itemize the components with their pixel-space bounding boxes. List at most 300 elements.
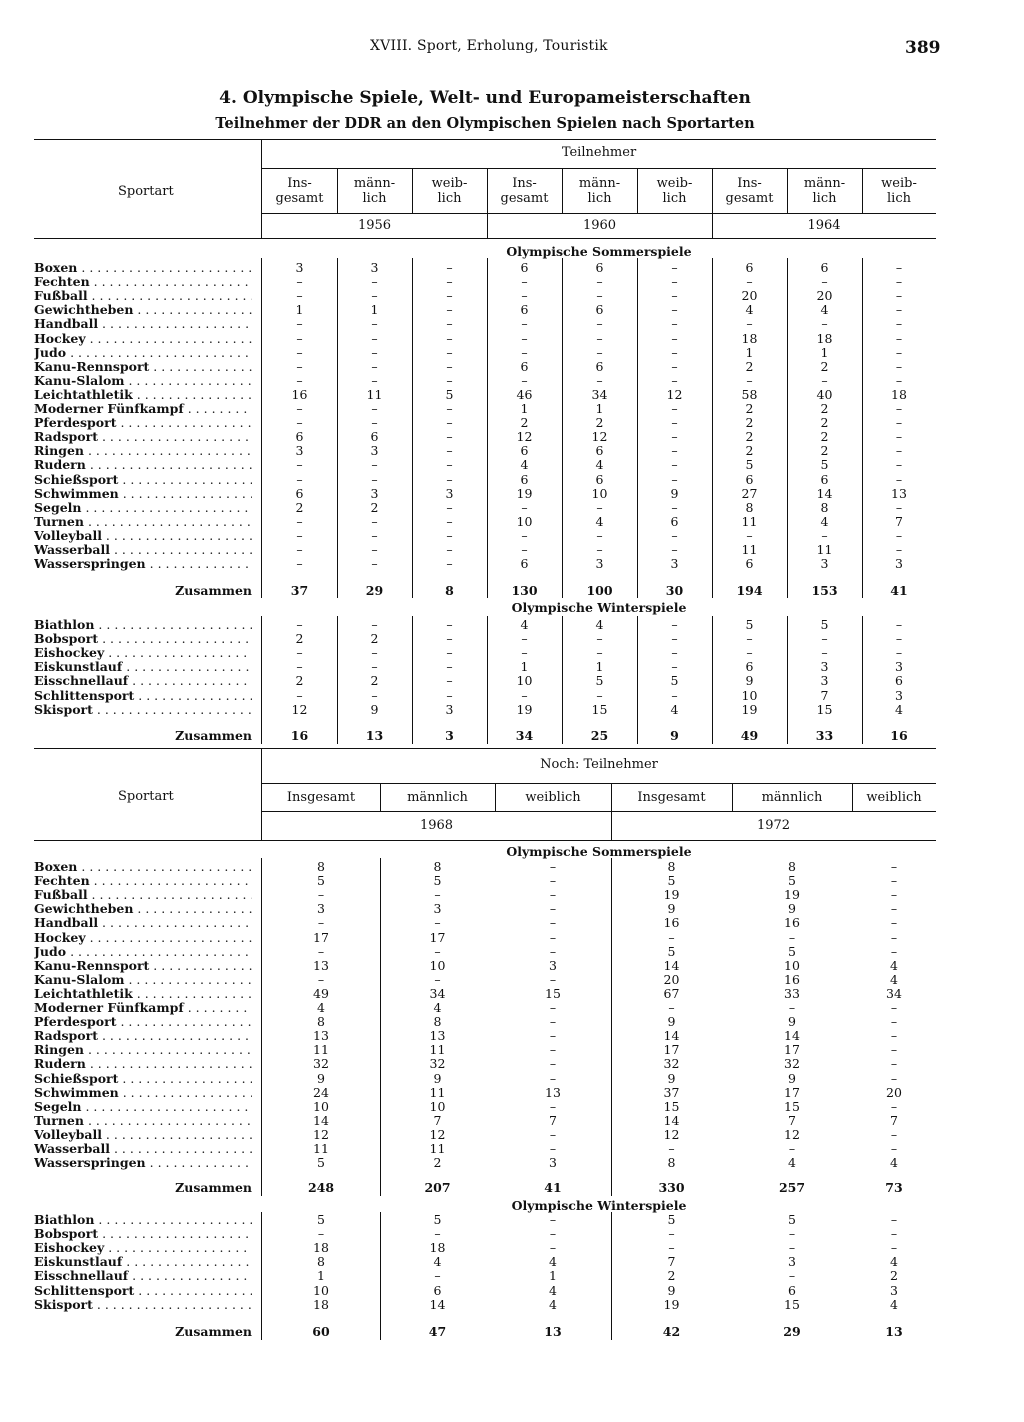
value-cell: – <box>671 631 678 647</box>
value-cell: 9 <box>788 901 796 917</box>
sport-name: Turnen . . . <box>34 515 252 529</box>
table2-winter-row <box>0 1227 1024 1241</box>
value-cell: 32 <box>429 1056 446 1072</box>
table1-summer-row <box>0 458 1024 472</box>
sport-name: Rudern . . . <box>34 1057 252 1071</box>
value-cell: – <box>596 330 603 346</box>
total-cell: 73 <box>885 1180 903 1195</box>
value-cell: – <box>434 1226 441 1242</box>
value-cell: – <box>821 527 828 543</box>
table2-summer-label: Olympische Sommerspiele <box>506 844 692 859</box>
value-cell: 6 <box>595 260 604 275</box>
sport-name: Leichtathletik . . . <box>34 388 252 402</box>
value-cell: 13 <box>891 485 907 501</box>
value-cell: – <box>446 330 453 346</box>
value-cell: – <box>671 659 678 675</box>
value-cell: – <box>446 401 453 416</box>
total-cell: 13 <box>365 728 384 743</box>
value-cell: 6 <box>595 471 604 487</box>
sport-name: Wasserspringen . . . <box>34 1156 252 1170</box>
value-cell: – <box>890 1126 898 1142</box>
value-cell: – <box>521 344 528 360</box>
total-cell: 49 <box>740 728 759 743</box>
value-cell: 2 <box>295 631 304 647</box>
table1-year-1960: 1960 <box>582 218 617 233</box>
table2-summer-row <box>0 1086 1024 1100</box>
value-cell: 3 <box>820 673 829 689</box>
value-cell: 17 <box>784 1084 800 1100</box>
value-cell: 12 <box>291 701 308 717</box>
value-cell: 8 <box>317 1014 325 1030</box>
value-cell: 11 <box>366 386 383 402</box>
value-cell: 6 <box>295 429 304 445</box>
value-cell: 2 <box>820 358 829 374</box>
table2-header-bottom-rule <box>34 840 936 841</box>
column-header: männ- lich <box>353 176 396 206</box>
table2-summer-row <box>0 874 1024 888</box>
table1-year-divider-2 <box>712 213 713 238</box>
value-cell: 6 <box>295 485 304 501</box>
value-cell: 16 <box>663 915 680 931</box>
value-cell: – <box>671 274 678 290</box>
table2-stub-rule <box>261 858 262 1196</box>
value-cell: 11 <box>741 513 758 529</box>
value-cell: – <box>895 274 903 290</box>
sport-name: Radsport . . . <box>34 430 252 444</box>
value-cell: – <box>317 971 325 987</box>
value-cell: – <box>521 527 528 543</box>
column-rule <box>712 258 713 598</box>
value-cell: – <box>671 687 678 703</box>
table1-summer-row <box>0 332 1024 346</box>
column-rule <box>487 168 488 213</box>
value-cell: – <box>434 971 441 987</box>
value-cell: – <box>890 1212 898 1227</box>
value-cell: – <box>371 344 378 360</box>
value-cell: 6 <box>520 358 529 374</box>
column-header: männ- lich <box>578 176 621 206</box>
value-cell: – <box>317 1226 325 1242</box>
value-cell: – <box>596 316 603 332</box>
value-cell: – <box>371 659 378 675</box>
value-cell: – <box>521 631 528 647</box>
value-cell: 3 <box>820 659 829 675</box>
value-cell: 10 <box>516 513 533 529</box>
total-cell: 29 <box>365 583 384 598</box>
sport-name: Volleyball . . . <box>34 529 252 543</box>
value-cell: 12 <box>591 429 608 445</box>
value-cell: 9 <box>788 1014 796 1030</box>
value-cell: 6 <box>745 471 754 487</box>
value-cell: – <box>895 288 903 304</box>
value-cell: – <box>521 372 528 388</box>
value-cell: 3 <box>895 556 903 572</box>
value-cell: 13 <box>429 1028 446 1044</box>
value-cell: 5 <box>820 457 829 473</box>
total-cell: 41 <box>890 583 908 598</box>
value-cell: 1 <box>549 1268 557 1284</box>
value-cell: 11 <box>313 1141 329 1156</box>
value-cell: 8 <box>433 1014 442 1030</box>
sport-name: Radsport . . . <box>34 1029 252 1043</box>
total-cell: 34 <box>515 728 534 743</box>
value-cell: – <box>890 1240 898 1256</box>
sport-name: Gewichtheben . . . <box>34 902 252 916</box>
value-cell: 12 <box>666 386 683 402</box>
table2-teilnehmer-header: Noch: Teilnehmer <box>540 757 658 772</box>
value-cell: 15 <box>663 1098 680 1114</box>
value-cell: 14 <box>429 1296 446 1312</box>
value-cell: – <box>371 401 378 416</box>
value-cell: 6 <box>520 556 529 572</box>
value-cell: – <box>549 901 557 917</box>
sport-name: Schwimmen . . . <box>34 1086 252 1100</box>
value-cell: 5 <box>317 1212 325 1227</box>
value-cell: 10 <box>516 673 533 689</box>
value-cell: 4 <box>520 617 529 632</box>
sport-name: Moderner Fünfkampf . . . <box>34 402 252 416</box>
page-number: 389 <box>905 38 941 58</box>
value-cell: – <box>671 288 678 304</box>
value-cell: – <box>296 344 303 360</box>
value-cell: 5 <box>788 873 796 889</box>
total-cell: 8 <box>445 583 454 598</box>
value-cell: 14 <box>816 485 833 501</box>
value-cell: 3 <box>445 485 454 501</box>
value-cell: 5 <box>445 386 454 402</box>
sport-name: Eisschnellauf . . . <box>34 674 252 688</box>
value-cell: – <box>296 659 303 675</box>
value-cell: – <box>549 1070 557 1086</box>
value-cell: – <box>671 344 678 360</box>
value-cell: – <box>446 645 453 661</box>
column-rule <box>862 168 863 213</box>
value-cell: 17 <box>429 929 446 945</box>
value-cell: – <box>549 887 557 903</box>
table1-top-rule <box>34 139 936 140</box>
table2-label-rule <box>262 811 936 812</box>
total-cell: 9 <box>670 728 679 743</box>
value-cell: – <box>596 687 603 703</box>
value-cell: 18 <box>816 330 833 346</box>
table1-spanner-rule <box>262 168 936 169</box>
value-cell: – <box>746 372 753 388</box>
value-cell: – <box>746 316 753 332</box>
value-cell: 7 <box>788 1112 796 1128</box>
sport-name: Turnen . . . <box>34 1114 252 1128</box>
value-cell: 4 <box>895 701 903 717</box>
value-cell: – <box>890 1000 898 1015</box>
total-cell: 330 <box>658 1180 685 1195</box>
value-cell: – <box>446 288 453 304</box>
column-rule <box>562 168 563 213</box>
value-cell: 15 <box>591 701 608 717</box>
column-header: Insgesamt <box>637 790 706 805</box>
value-cell: 4 <box>890 957 898 973</box>
value-cell: 18 <box>313 1296 329 1312</box>
value-cell: – <box>895 499 903 515</box>
total-cell: 13 <box>885 1324 903 1339</box>
value-cell: – <box>446 429 453 445</box>
value-cell: – <box>596 288 603 304</box>
sport-name: Boxen . . . <box>34 860 252 874</box>
table2-stub-rule <box>261 1212 262 1340</box>
value-cell: 1 <box>595 401 604 416</box>
value-cell: 15 <box>784 1296 800 1312</box>
column-rule <box>380 858 381 1196</box>
table1-winter-row <box>0 632 1024 646</box>
value-cell: 58 <box>741 386 758 402</box>
value-cell: – <box>521 542 528 557</box>
value-cell: – <box>371 645 378 661</box>
value-cell: – <box>671 401 678 416</box>
value-cell: 4 <box>890 971 898 987</box>
value-cell: 12 <box>784 1126 800 1142</box>
column-header: Ins- gesamt <box>500 176 549 206</box>
value-cell: – <box>296 401 303 416</box>
value-cell: 7 <box>667 1254 676 1270</box>
value-cell: – <box>895 443 903 459</box>
value-cell: 2 <box>745 443 754 459</box>
column-header: weiblich <box>525 790 581 805</box>
value-cell: 5 <box>667 873 676 889</box>
table2-top-rule <box>34 748 936 749</box>
value-cell: 1 <box>745 344 754 360</box>
value-cell: – <box>296 471 303 487</box>
table1-summer-row <box>0 557 1024 571</box>
table1-summer-row <box>0 289 1024 303</box>
sport-name: Eiskunstlauf . . . <box>34 660 252 674</box>
value-cell: 4 <box>820 513 829 529</box>
table1-summer-total-row <box>0 584 1024 598</box>
value-cell: – <box>746 645 753 661</box>
total-cell: 130 <box>511 583 538 598</box>
value-cell: – <box>895 645 903 661</box>
value-cell: 37 <box>663 1084 680 1100</box>
value-cell: 13 <box>545 1084 561 1100</box>
value-cell: 2 <box>370 499 379 515</box>
value-cell: 2 <box>745 415 754 431</box>
value-cell: – <box>890 915 898 931</box>
value-cell: – <box>671 457 678 473</box>
value-cell: 2 <box>595 415 604 431</box>
value-cell: 6 <box>520 443 529 459</box>
value-cell: 11 <box>816 542 833 557</box>
value-cell: – <box>521 274 528 290</box>
table1-summer-row <box>0 529 1024 543</box>
table1-summer-row <box>0 543 1024 557</box>
value-cell: 4 <box>670 701 679 717</box>
value-cell: – <box>596 344 603 360</box>
value-cell: – <box>371 316 378 332</box>
value-cell: 5 <box>667 1212 676 1227</box>
total-cell: 16 <box>890 728 908 743</box>
value-cell: – <box>446 260 453 275</box>
table1-summer-row <box>0 501 1024 515</box>
value-cell: 10 <box>741 687 758 703</box>
value-cell: – <box>296 330 303 346</box>
table2-winter-row <box>0 1255 1024 1269</box>
value-cell: 16 <box>784 915 800 931</box>
value-cell: 3 <box>890 1282 898 1298</box>
column-header: Ins- gesamt <box>725 176 774 206</box>
table2-winter-row <box>0 1213 1024 1227</box>
value-cell: – <box>296 542 303 557</box>
table2-sportart-header: Sportart <box>118 789 174 804</box>
value-cell: 18 <box>313 1240 329 1256</box>
value-cell: 2 <box>667 1268 676 1284</box>
table2-summer-row <box>0 1100 1024 1114</box>
value-cell: 2 <box>370 631 379 647</box>
sport-name: Kanu-Slalom . . . <box>34 374 252 388</box>
value-cell: – <box>296 556 303 572</box>
value-cell: – <box>668 1226 675 1242</box>
value-cell: 2 <box>295 673 304 689</box>
value-cell: – <box>317 887 325 903</box>
table1-summer-row <box>0 346 1024 360</box>
value-cell: 1 <box>820 344 829 360</box>
value-cell: – <box>549 943 557 959</box>
value-cell: – <box>890 887 898 903</box>
value-cell: 6 <box>745 260 754 275</box>
value-cell: – <box>746 631 753 647</box>
value-cell: – <box>671 260 678 275</box>
value-cell: – <box>671 527 678 543</box>
value-cell: – <box>549 1098 557 1114</box>
value-cell: – <box>296 617 303 632</box>
value-cell: 49 <box>313 985 329 1001</box>
value-cell: – <box>671 372 678 388</box>
value-cell: – <box>296 513 303 529</box>
value-cell: 8 <box>433 859 442 874</box>
value-cell: – <box>371 687 378 703</box>
table2-year-1972: 1972 <box>756 818 791 833</box>
value-cell: – <box>446 358 453 374</box>
total-cell: 47 <box>428 1324 447 1339</box>
value-cell: 1 <box>520 659 529 675</box>
value-cell: 8 <box>317 1254 325 1270</box>
column-rule <box>412 616 413 744</box>
value-cell: – <box>821 645 828 661</box>
value-cell: – <box>596 631 603 647</box>
total-cell: 100 <box>586 583 613 598</box>
value-cell: 4 <box>549 1254 557 1270</box>
total-cell: 41 <box>544 1180 562 1195</box>
total-cell: 194 <box>736 583 763 598</box>
value-cell: – <box>895 316 903 332</box>
sport-name: Kanu-Rennsport . . . <box>34 959 252 973</box>
sport-name: Schwimmen . . . <box>34 487 252 501</box>
value-cell: – <box>890 1070 898 1086</box>
table1-summer-row <box>0 473 1024 487</box>
sport-name: Wasserball . . . <box>34 1142 252 1156</box>
sport-name: Fechten . . . <box>34 275 252 289</box>
value-cell: 5 <box>820 617 829 632</box>
table1-summer-row <box>0 275 1024 289</box>
value-cell: 14 <box>663 1028 680 1044</box>
column-header: Insgesamt <box>286 790 356 805</box>
column-rule <box>412 258 413 598</box>
value-cell: – <box>596 542 603 557</box>
value-cell: – <box>788 1141 796 1156</box>
value-cell: – <box>671 645 678 661</box>
table2-summer-row <box>0 1128 1024 1142</box>
table1-winter-row <box>0 646 1024 660</box>
total-label: Zusammen <box>175 1180 252 1195</box>
value-cell: 2 <box>820 429 829 445</box>
column-rule <box>495 783 496 811</box>
value-cell: – <box>296 687 303 703</box>
value-cell: 4 <box>433 1000 442 1015</box>
column-rule <box>562 258 563 598</box>
value-cell: 4 <box>788 1155 796 1171</box>
value-cell: – <box>371 457 378 473</box>
total-cell: 30 <box>665 583 684 598</box>
sport-name: Fechten . . . <box>34 874 252 888</box>
value-cell: – <box>596 499 603 515</box>
table2-spanner-rule <box>262 783 936 784</box>
value-cell: – <box>890 1028 898 1044</box>
value-cell: – <box>668 929 675 945</box>
value-cell: – <box>446 316 453 332</box>
column-rule <box>380 1212 381 1340</box>
value-cell: – <box>895 372 903 388</box>
table2-winter-row <box>0 1241 1024 1255</box>
total-cell: 16 <box>290 728 309 743</box>
value-cell: 10 <box>429 957 446 973</box>
value-cell: 6 <box>670 513 679 529</box>
value-cell: 11 <box>741 542 758 557</box>
value-cell: – <box>890 901 898 917</box>
value-cell: 20 <box>663 971 680 987</box>
value-cell: – <box>446 471 453 487</box>
value-cell: 1 <box>520 401 529 416</box>
value-cell: 19 <box>516 701 533 717</box>
total-cell: 25 <box>590 728 609 743</box>
value-cell: – <box>371 556 378 572</box>
value-cell: – <box>746 274 753 290</box>
value-cell: 32 <box>313 1056 329 1072</box>
sport-name: Hockey . . . <box>34 332 252 346</box>
table2-winter-row <box>0 1269 1024 1283</box>
column-rule <box>787 258 788 598</box>
table2-winter-total-row <box>0 1325 1024 1339</box>
value-cell: – <box>296 274 303 290</box>
value-cell: 10 <box>784 957 800 973</box>
value-cell: – <box>890 1042 898 1058</box>
value-cell: – <box>890 929 898 945</box>
value-cell: – <box>371 542 378 557</box>
page-title: 4. Olympische Spiele, Welt- und Europameisterschaften <box>219 88 751 108</box>
value-cell: 18 <box>891 386 907 402</box>
value-cell: 4 <box>520 457 529 473</box>
value-cell: 9 <box>670 485 679 501</box>
column-rule <box>337 258 338 598</box>
value-cell: 3 <box>295 443 304 459</box>
value-cell: 5 <box>433 873 442 889</box>
table1-winter-row <box>0 689 1024 703</box>
value-cell: – <box>596 372 603 388</box>
value-cell: – <box>895 471 903 487</box>
table2-summer-row <box>0 973 1024 987</box>
value-cell: 3 <box>820 556 829 572</box>
value-cell: 1 <box>595 659 604 675</box>
value-cell: 3 <box>370 443 379 459</box>
value-cell: – <box>521 499 528 515</box>
value-cell: – <box>788 1268 796 1284</box>
value-cell: 16 <box>291 386 308 402</box>
value-cell: 7 <box>433 1112 442 1128</box>
